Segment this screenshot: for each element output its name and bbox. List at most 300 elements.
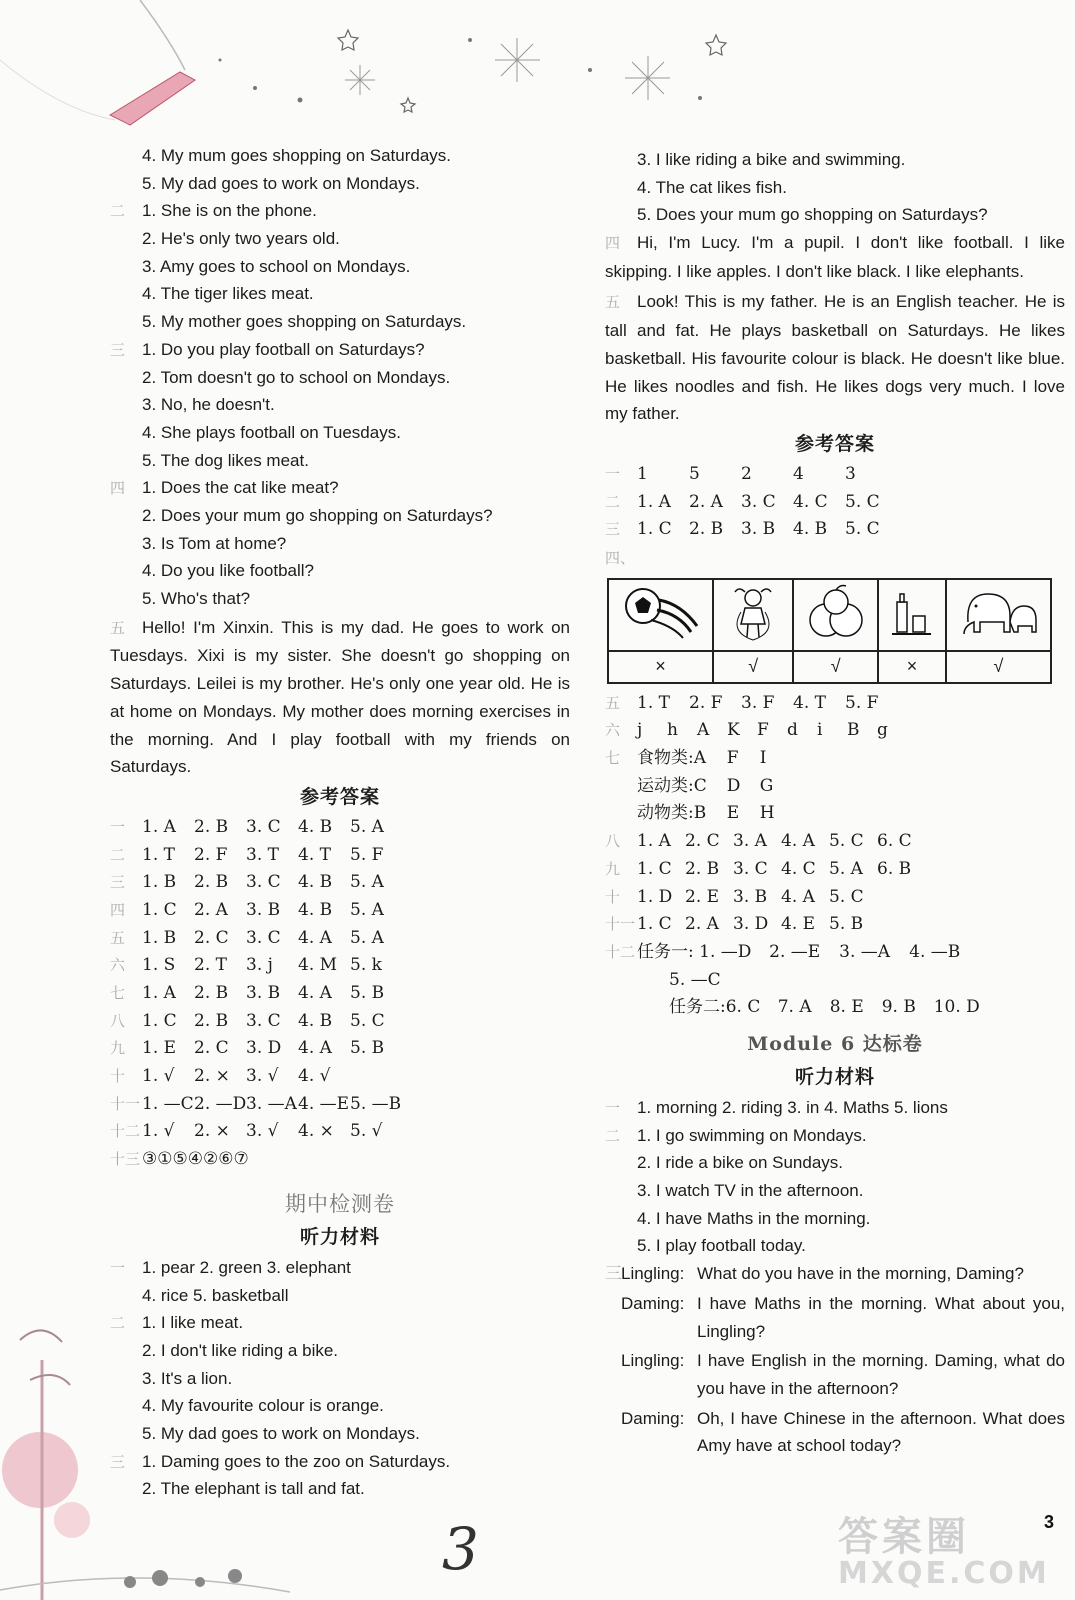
section-number: 九 xyxy=(110,1039,126,1058)
section-number: 十一 xyxy=(110,1094,141,1113)
answer-item: 3. B xyxy=(741,519,776,540)
answer-item: 3. A xyxy=(733,831,767,852)
answer-item: 5. —B xyxy=(350,1093,402,1114)
section-number: 七 xyxy=(110,984,126,1003)
line-text: 4. The cat likes fish. xyxy=(637,177,787,197)
answer-item: 5. A xyxy=(829,858,863,879)
text-line xyxy=(110,1309,570,1337)
text-line xyxy=(110,447,570,475)
section-number: 三 xyxy=(110,341,126,359)
task-item: 8. E xyxy=(829,997,864,1018)
answer-item: 1. A xyxy=(637,491,671,512)
midterm-heading: 期中检测卷 xyxy=(285,1191,395,1216)
line-text: 5. My dad goes to work on Mondays. xyxy=(142,173,420,193)
picture-cell xyxy=(878,579,946,651)
left-answer-lines xyxy=(110,142,570,613)
answer-row xyxy=(605,717,1065,745)
text-line xyxy=(110,557,570,585)
answer-item: h xyxy=(667,720,678,741)
answer-row xyxy=(110,1035,570,1063)
answer-item: 1. —C xyxy=(142,1093,194,1114)
answer-row xyxy=(110,1063,570,1091)
line-text: 4. rice 5. basketball xyxy=(142,1285,289,1305)
answer-item: 1. √ xyxy=(142,1066,175,1087)
passage-text: Hello! I'm Xinxin. This is my dad. He goes to work on Tuesdays. Xixi is my sister. She doesn't go shopping on Saturdays. Leilei is my brother. He's only one year old. He is at home on Mondays. My mother does morning exercises in the morning. And I play football with my friends on Saturdays. xyxy=(110,617,570,777)
answer-item: 4. E xyxy=(781,914,816,935)
answer-item: 4. C xyxy=(781,858,816,879)
answer-item: 3. T xyxy=(246,844,279,865)
answer-item: 3. D xyxy=(246,1038,282,1059)
text-line xyxy=(110,1254,570,1282)
answer-item: 2. E xyxy=(685,886,720,907)
task-item: 9. B xyxy=(881,997,916,1018)
bottle-icon xyxy=(887,582,937,642)
right-answer-key-c xyxy=(605,828,1065,939)
section-number: 四 xyxy=(110,900,126,919)
text-line xyxy=(110,253,570,281)
right-column xyxy=(605,146,1065,1462)
section-number: 三 xyxy=(110,1453,126,1471)
text-line xyxy=(110,1448,570,1476)
line-text: 3. It's a lion. xyxy=(142,1368,233,1388)
dialogue-text: Oh, I have Chinese in the afternoon. What does Amy have at school today? xyxy=(697,1408,1065,1456)
answer-item: 2. C xyxy=(685,831,720,852)
section-number: 一 xyxy=(110,817,126,836)
answer-item: 5. A xyxy=(350,872,384,893)
category-item: A xyxy=(693,748,707,769)
answer-item: 3. √ xyxy=(246,1066,279,1087)
answer-item: 4. B xyxy=(298,899,333,920)
text-line xyxy=(110,585,570,613)
mark-cell: × xyxy=(608,651,713,683)
section-number: 三 xyxy=(605,520,621,539)
line-text: 2. He's only two years old. xyxy=(142,229,340,249)
dialogue-line xyxy=(605,1405,1065,1460)
line-text: 3. No, he doesn't. xyxy=(142,395,275,415)
answer-item: 5. A xyxy=(350,816,384,837)
text-line xyxy=(605,1205,1065,1233)
text-line xyxy=(110,308,570,336)
answer-row xyxy=(605,489,1065,517)
section-number: 一 xyxy=(605,464,621,483)
line-text: 3. I like riding a bike and swimming. xyxy=(637,150,906,169)
answer-item: 5. B xyxy=(829,914,864,935)
section-number: 六 xyxy=(605,721,621,740)
answer-item: 2. C xyxy=(194,927,229,948)
answer-item: 2. × xyxy=(194,1066,230,1087)
module-heading: Module 6 达标卷 xyxy=(747,1032,923,1055)
right-answer-key-a xyxy=(605,461,1065,544)
text-line xyxy=(110,336,570,364)
category-item: E xyxy=(726,803,740,824)
line-text: 5. My mother goes shopping on Saturdays. xyxy=(142,312,467,332)
task-one-label: 任务一: xyxy=(637,941,694,962)
speaker-name: Lingling: xyxy=(621,1264,685,1284)
answer-item: 1. B xyxy=(142,927,177,948)
answer-item: 2. A xyxy=(689,491,723,512)
text-line xyxy=(110,1365,570,1393)
answer-item: 3. j xyxy=(246,955,273,976)
section-number: 四 xyxy=(110,480,126,498)
elephants-icon xyxy=(958,582,1038,642)
answer-item: 4. B xyxy=(298,1010,333,1031)
answer-item: 5. k xyxy=(350,955,382,976)
answer-item: i xyxy=(817,720,823,741)
answers-heading: 参考答案 xyxy=(794,432,875,455)
answer-item: 1. T xyxy=(142,844,175,865)
answer-item: 3. B xyxy=(246,899,281,920)
listening-heading: 听力材料 xyxy=(299,1225,380,1248)
answer-item: 2. C xyxy=(194,1038,229,1059)
line-text: 1. Do you play football on Saturdays? xyxy=(142,339,425,359)
answer-item: B xyxy=(847,720,860,741)
answer-item: F xyxy=(757,720,769,741)
text-line xyxy=(110,142,570,170)
picture-cell xyxy=(793,579,878,651)
text-line xyxy=(605,174,1065,202)
answer-row xyxy=(110,1118,570,1146)
answer-item: 4. T xyxy=(793,692,826,713)
line-text: 1. morning 2. riding 3. in 4. Maths 5. lions xyxy=(637,1097,948,1117)
section-number: 十三 xyxy=(110,1150,141,1169)
text-line xyxy=(110,1420,570,1448)
page-number: 3 xyxy=(442,1515,479,1583)
section-number: 五 xyxy=(110,619,126,637)
line-text: 1. She is on the phone. xyxy=(142,201,317,221)
answer-item: 1. C xyxy=(637,858,672,879)
text-line xyxy=(110,391,570,419)
line-text: 4. She plays football on Tuesdays. xyxy=(142,422,401,442)
category-row xyxy=(605,745,1065,773)
right-answer-lines xyxy=(605,146,1065,229)
line-text: 4. My mum goes shopping on Saturdays. xyxy=(142,146,451,165)
answer-item: 1. E xyxy=(142,1038,177,1059)
line-text: 1. pear 2. green 3. elephant xyxy=(142,1257,351,1277)
answer-item: 5. A xyxy=(350,899,384,920)
answer-item: 1. √ xyxy=(142,1121,175,1142)
answer-row xyxy=(605,516,1065,544)
header-decoration xyxy=(0,0,1075,140)
mark-row xyxy=(608,651,1051,683)
line-text: 2. Tom doesn't go to school on Mondays. xyxy=(142,367,451,387)
line-text: 5. The dog likes meat. xyxy=(142,450,309,470)
answer-item: 3. C xyxy=(733,858,768,879)
text-line xyxy=(110,225,570,253)
answer-item: 5. B xyxy=(350,983,385,1004)
answer-item: 3. C xyxy=(741,491,776,512)
speaker-name: Lingling: xyxy=(621,1351,685,1371)
answer-item: 1. D xyxy=(637,886,673,907)
category-item: I xyxy=(759,748,767,769)
line-text: 3. I watch TV in the afternoon. xyxy=(637,1181,864,1201)
line-text: 1. I like meat. xyxy=(142,1313,244,1333)
answer-item: 6. C xyxy=(877,831,912,852)
answer-item: 4. T xyxy=(298,844,331,865)
answer-item: 2. B xyxy=(194,983,229,1004)
answer-item: 3. √ xyxy=(246,1121,279,1142)
text-line xyxy=(605,1177,1065,1205)
answer-item: 4. √ xyxy=(298,1066,331,1087)
line-text: 2. I don't like riding a bike. xyxy=(142,1340,339,1360)
task-two-answers xyxy=(726,997,986,1017)
answer-item: 3. —A xyxy=(246,1093,297,1114)
section-number: 七 xyxy=(605,749,621,768)
task-item: 6. C xyxy=(725,997,761,1018)
category-item: G xyxy=(759,775,774,796)
answer-item: 4. M xyxy=(298,955,338,976)
section-number: 三 xyxy=(110,873,126,892)
section-number: 十 xyxy=(110,1067,126,1086)
answer-item: 3. F xyxy=(741,692,775,713)
answer-item: 1. T xyxy=(637,692,670,713)
text-line xyxy=(110,419,570,447)
task-one-answers xyxy=(699,942,979,962)
line-text: 4. My favourite colour is orange. xyxy=(142,1396,384,1416)
answer-item: 1 xyxy=(637,463,648,484)
answer-item: 1. A xyxy=(142,816,176,837)
answer-item: 4 xyxy=(793,463,804,484)
answer-row xyxy=(605,690,1065,718)
answer-row xyxy=(110,842,570,870)
answer-item: 5. A xyxy=(350,927,384,948)
answer-item: 1. C xyxy=(142,899,177,920)
line-text: 5. Who's that? xyxy=(142,589,251,608)
left-passage xyxy=(110,614,570,781)
task-item: 3. —A xyxy=(839,941,891,962)
section-number: 二 xyxy=(110,845,126,864)
text-line xyxy=(110,1337,570,1365)
answer-item: 4. B xyxy=(298,872,333,893)
text-line xyxy=(605,1232,1065,1260)
answer-row xyxy=(605,884,1065,912)
answer-item: 2. A xyxy=(194,899,228,920)
section-number: 八 xyxy=(110,1011,126,1030)
mark-cell: √ xyxy=(713,651,793,683)
answer-item: j xyxy=(637,720,643,741)
section-number: 十二 xyxy=(110,1122,141,1141)
section-number: 五 xyxy=(605,693,621,712)
task-one-extra: 5. —C xyxy=(669,969,721,990)
watermark xyxy=(838,1505,1050,1591)
answer-row xyxy=(110,980,570,1008)
section-number: 一 xyxy=(110,1259,126,1277)
side-mark: 3 xyxy=(1044,1512,1055,1532)
answer-row xyxy=(605,828,1065,856)
answer-item: 4. B xyxy=(793,519,828,540)
text-line xyxy=(110,170,570,198)
text-line xyxy=(110,1392,570,1420)
section-number: 十 xyxy=(605,887,621,906)
answer-row xyxy=(110,1091,570,1119)
listening-heading: 听力材料 xyxy=(794,1065,875,1088)
dialogue-line xyxy=(605,1260,1065,1288)
mark-cell: × xyxy=(878,651,946,683)
mark-cell: √ xyxy=(793,651,878,683)
line-text: 3. Amy goes to school on Mondays. xyxy=(142,256,411,276)
picture-answer-table xyxy=(607,578,1052,684)
text-line xyxy=(605,146,1065,174)
answer-row xyxy=(110,814,570,842)
answer-item: 1. C xyxy=(142,1010,177,1031)
line-text: 1. Daming goes to the zoo on Saturdays. xyxy=(142,1451,451,1471)
answer-row xyxy=(110,1146,570,1174)
picture-cell xyxy=(713,579,793,651)
answer-item: 4. —E xyxy=(298,1093,350,1114)
section-number: 一 xyxy=(605,1099,621,1117)
category-item: D xyxy=(726,775,741,796)
task-item: 10. D xyxy=(933,997,980,1018)
left-column xyxy=(110,142,570,1503)
answer-item: ③①⑤④②⑥⑦ xyxy=(142,1149,249,1170)
answer-item: 1. C xyxy=(637,519,672,540)
task-one-line xyxy=(605,939,1065,967)
text-line xyxy=(110,280,570,308)
answer-item: 5. F xyxy=(845,692,879,713)
answers-heading: 参考答案 xyxy=(299,785,380,808)
text-line xyxy=(110,1282,570,1310)
mark-cell: √ xyxy=(946,651,1051,683)
answer-item: 4. A xyxy=(298,927,332,948)
line-text: 4. The tiger likes meat. xyxy=(142,284,314,304)
answer-item: 2. × xyxy=(194,1121,230,1142)
answer-item: 3. C xyxy=(246,816,281,837)
answer-item: 4. B xyxy=(298,816,333,837)
line-text: 2. Does your mum go shopping on Saturdays? xyxy=(142,505,493,525)
answer-item: 6. B xyxy=(877,858,912,879)
answer-row xyxy=(110,1008,570,1036)
picture-cell xyxy=(608,579,713,651)
section-number: 二 xyxy=(110,1315,126,1333)
dialogue-text: What do you have in the morning, Daming? xyxy=(697,1264,1024,1284)
section-number: 六 xyxy=(110,956,126,975)
text-line xyxy=(110,364,570,392)
section-number: 十二 xyxy=(605,942,636,961)
answer-item: 5. F xyxy=(350,844,384,865)
task-item: 4. —B xyxy=(909,941,961,962)
section-number: 四、 xyxy=(605,550,636,568)
answer-item: 3. C xyxy=(246,872,281,893)
answer-item: 2. B xyxy=(689,519,724,540)
section-number: 三 xyxy=(605,1264,622,1284)
answer-item: 4. A xyxy=(298,983,332,1004)
section-number: 五 xyxy=(605,294,621,312)
task-two-label: 任务二: xyxy=(669,997,726,1018)
text-line xyxy=(110,474,570,502)
speaker-name: Daming: xyxy=(621,1293,685,1313)
dialogue-line xyxy=(605,1290,1065,1345)
line-text: 3. Is Tom at home? xyxy=(142,533,287,553)
dialogue-text: I have Maths in the morning. What about you, Lingling? xyxy=(697,1293,1065,1341)
answer-row xyxy=(605,856,1065,884)
text-line xyxy=(110,1475,570,1503)
answer-item: A xyxy=(697,720,710,741)
answer-item: 4. A xyxy=(298,1038,332,1059)
answer-item: d xyxy=(787,720,798,741)
line-text: 4. I have Maths in the morning. xyxy=(637,1208,871,1228)
section-number: 二 xyxy=(605,492,621,511)
category-item: C xyxy=(693,775,707,796)
category-row xyxy=(605,773,1065,801)
category-label: 动物类: xyxy=(637,803,694,824)
passage-text: Hi, I'm Lucy. I'm a pupil. I don't like football. I like skipping. I like apples. I don't like black. I like elephants. xyxy=(605,233,1065,281)
answer-item: 1. S xyxy=(142,955,176,976)
answer-item: 2. F xyxy=(689,692,723,713)
category-label: 食物类: xyxy=(637,748,694,769)
answer-item: 2. F xyxy=(194,844,228,865)
section-number: 二 xyxy=(605,1127,621,1145)
answer-item: 3. C xyxy=(246,927,281,948)
line-text: 2. The elephant is tall and fat. xyxy=(142,1479,365,1499)
dialogue-text: I have English in the morning. Daming, what do you have in the afternoon? xyxy=(697,1351,1065,1398)
line-text: 2. I ride a bike on Sundays. xyxy=(637,1153,844,1173)
answer-item: 1. B xyxy=(142,872,177,893)
answer-item: 5. B xyxy=(350,1038,385,1059)
answer-item: 5. C xyxy=(829,831,864,852)
left-listening-lines xyxy=(110,1254,570,1503)
line-text: 5. My dad goes to work on Mondays. xyxy=(142,1423,420,1443)
line-text: 5. I play football today. xyxy=(637,1236,806,1256)
category-item: B xyxy=(693,803,707,824)
watermark-top: 答案圈 xyxy=(838,1514,970,1560)
speaker-name: Daming: xyxy=(621,1408,685,1428)
answer-item: K xyxy=(727,720,740,741)
text-line xyxy=(110,502,570,530)
answer-item: 4. A xyxy=(781,886,815,907)
answer-item: 4. × xyxy=(298,1121,334,1142)
category-item: F xyxy=(726,748,739,769)
answer-item: 1. A xyxy=(637,831,671,852)
category-answers xyxy=(605,745,1065,828)
answer-row xyxy=(110,925,570,953)
answer-item: 2. B xyxy=(194,872,229,893)
category-row xyxy=(605,800,1065,828)
section-number: 四 xyxy=(605,235,621,253)
answer-item: 1. A xyxy=(142,983,176,1004)
question-four-label xyxy=(605,544,1065,572)
text-line xyxy=(605,201,1065,229)
passage-five xyxy=(605,288,1065,428)
answer-item: 2. B xyxy=(685,858,720,879)
answer-item: 3. D xyxy=(733,914,769,935)
dialogue-line xyxy=(605,1347,1065,1402)
task-item: 7. A xyxy=(777,997,812,1018)
line-text: 1. Does the cat like meat? xyxy=(142,478,339,498)
answer-item: 3. B xyxy=(246,983,281,1004)
answer-item: 4. A xyxy=(781,831,815,852)
answer-item: 3. C xyxy=(246,1010,281,1031)
dialogue xyxy=(605,1260,1065,1460)
answer-row xyxy=(605,911,1065,939)
answer-item: 4. C xyxy=(793,491,828,512)
passage-four xyxy=(605,229,1065,285)
football-icon xyxy=(621,582,701,642)
section-number: 十一 xyxy=(605,915,636,934)
answer-row xyxy=(110,869,570,897)
line-text: 4. Do you like football? xyxy=(142,561,314,581)
task-one-extra-line xyxy=(605,967,1065,995)
answer-item: 3 xyxy=(845,463,856,484)
skipping-girl-icon xyxy=(723,582,783,642)
answer-item: 2. —D xyxy=(194,1093,247,1114)
section-number: 九 xyxy=(605,859,621,878)
answer-row xyxy=(110,952,570,980)
section-number: 五 xyxy=(110,928,126,947)
right-answer-key-b xyxy=(605,690,1065,745)
section-number: 八 xyxy=(605,832,621,851)
task-item: 2. —E xyxy=(769,941,821,962)
answer-item: 5. √ xyxy=(350,1121,383,1142)
line-text: 5. Does your mum go shopping on Saturdays? xyxy=(637,205,988,225)
